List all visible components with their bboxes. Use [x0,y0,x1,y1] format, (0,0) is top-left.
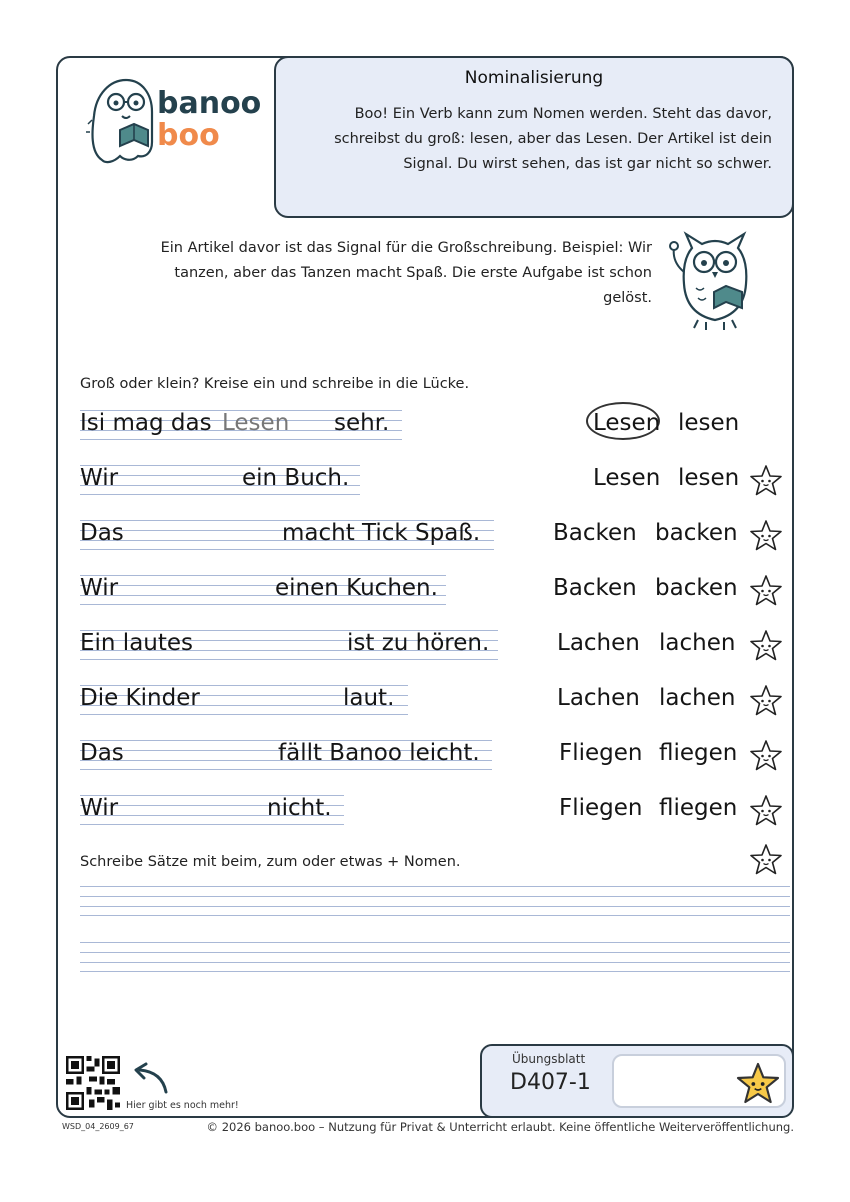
sheet-label: Übungsblatt [512,1052,586,1066]
answer-gap[interactable]: Lesen [222,410,290,436]
option-uppercase[interactable]: Fliegen [559,795,643,821]
task2-instruction: Schreibe Sätze mit beim, zum oder etwas + Nomen. [80,854,461,870]
task1-instruction: Groß oder klein? Kreise ein und schreibe in die Lücke. [80,376,470,392]
option-uppercase[interactable]: Fliegen [559,740,643,766]
sheet-code: D407-1 [510,1070,591,1095]
worksheet-title: Nominalisierung [464,68,604,88]
option-uppercase[interactable]: Lachen [557,685,640,711]
brand-line-1: banoo [157,86,262,121]
sentence-start: Das [80,740,124,766]
option-lowercase[interactable]: backen [655,520,738,546]
option-uppercase[interactable]: Lachen [557,630,640,656]
sentence-end: einen Kuchen. [275,575,438,601]
option-uppercase[interactable]: Backen [553,575,637,601]
sentence-end: laut. [343,685,395,711]
qr-code-icon[interactable] [66,1056,120,1110]
star-outline-icon[interactable] [748,573,784,609]
brand-logo-text [157,88,261,152]
sentence-end: ein Buch. [242,465,350,491]
star-outline-icon[interactable] [748,683,784,719]
exercise-row [0,573,850,613]
exercise-row [0,738,850,778]
exercise-row [0,683,850,723]
option-lowercase[interactable]: lesen [678,465,740,491]
intro-box [274,56,794,218]
writing-area-line-2[interactable] [80,942,790,974]
option-lowercase[interactable]: lesen [678,410,740,436]
sentence-start: Wir [80,795,119,821]
option-lowercase[interactable]: fliegen [659,740,738,766]
exercise-row [0,463,850,503]
option-lowercase[interactable]: lachen [659,630,736,656]
exercise-row [0,628,850,668]
hint-text: Ein Artikel davor ist das Signal für die Großschreibung. Beispiel: Wir tanzen, aber das Tanzen macht Spaß. Die erste Aufgabe ist schon gelöst. [160,240,652,306]
star-outline-icon[interactable] [748,842,784,878]
star-outline-icon[interactable] [748,463,784,499]
intro-text: Boo! Ein Verb kann zum Nomen werden. Steht das davor, schreibst du groß: lesen, aber das Lesen. Der Artikel ist dein Signal. Du wirst sehen, das ist gar nicht so schwer. [334,106,772,172]
sentence-start: Die Kinder [80,685,200,711]
curved-arrow-icon [124,1062,174,1096]
owl-mascot-icon [662,228,768,336]
sentence-end: macht Tick Spaß. [282,520,481,546]
worksheet-code: WSD_04_2609_67 [62,1122,134,1131]
sheet-id-box [480,1044,794,1118]
gold-star-icon [734,1060,782,1108]
sentence-start: Wir [80,465,119,491]
star-outline-icon[interactable] [748,518,784,554]
star-outline-icon[interactable] [748,793,784,829]
option-lowercase[interactable]: backen [655,575,738,601]
option-uppercase[interactable]: Backen [553,520,637,546]
option-uppercase[interactable]: Lesen [593,465,661,491]
star-outline-icon[interactable] [748,628,784,664]
sentence-start: Isi mag das [80,410,212,436]
option-uppercase[interactable]: Lesen [593,410,661,436]
sentence-start: Wir [80,575,119,601]
brand-line-2: boo [157,118,220,153]
exercise-row [0,793,850,833]
sentence-end: ist zu hören. [347,630,490,656]
sentence-start: Ein lautes [80,630,194,656]
writing-area-line-1[interactable] [80,886,790,918]
more-link-text[interactable]: Hier gibt es noch mehr! [126,1100,239,1111]
option-lowercase[interactable]: fliegen [659,795,738,821]
option-lowercase[interactable]: lachen [659,685,736,711]
exercise-row [0,408,850,448]
sentence-end: fällt Banoo leicht. [278,740,480,766]
exercise-row [0,518,850,558]
copyright-notice: © 2026 banoo.boo – Nutzung für Privat & Unterricht erlaubt. Keine öffentliche Weiterveröffentlichung. [206,1120,794,1134]
sentence-end: sehr. [334,410,390,436]
star-outline-icon[interactable] [748,738,784,774]
sentence-end: nicht. [267,795,332,821]
sentence-start: Das [80,520,124,546]
